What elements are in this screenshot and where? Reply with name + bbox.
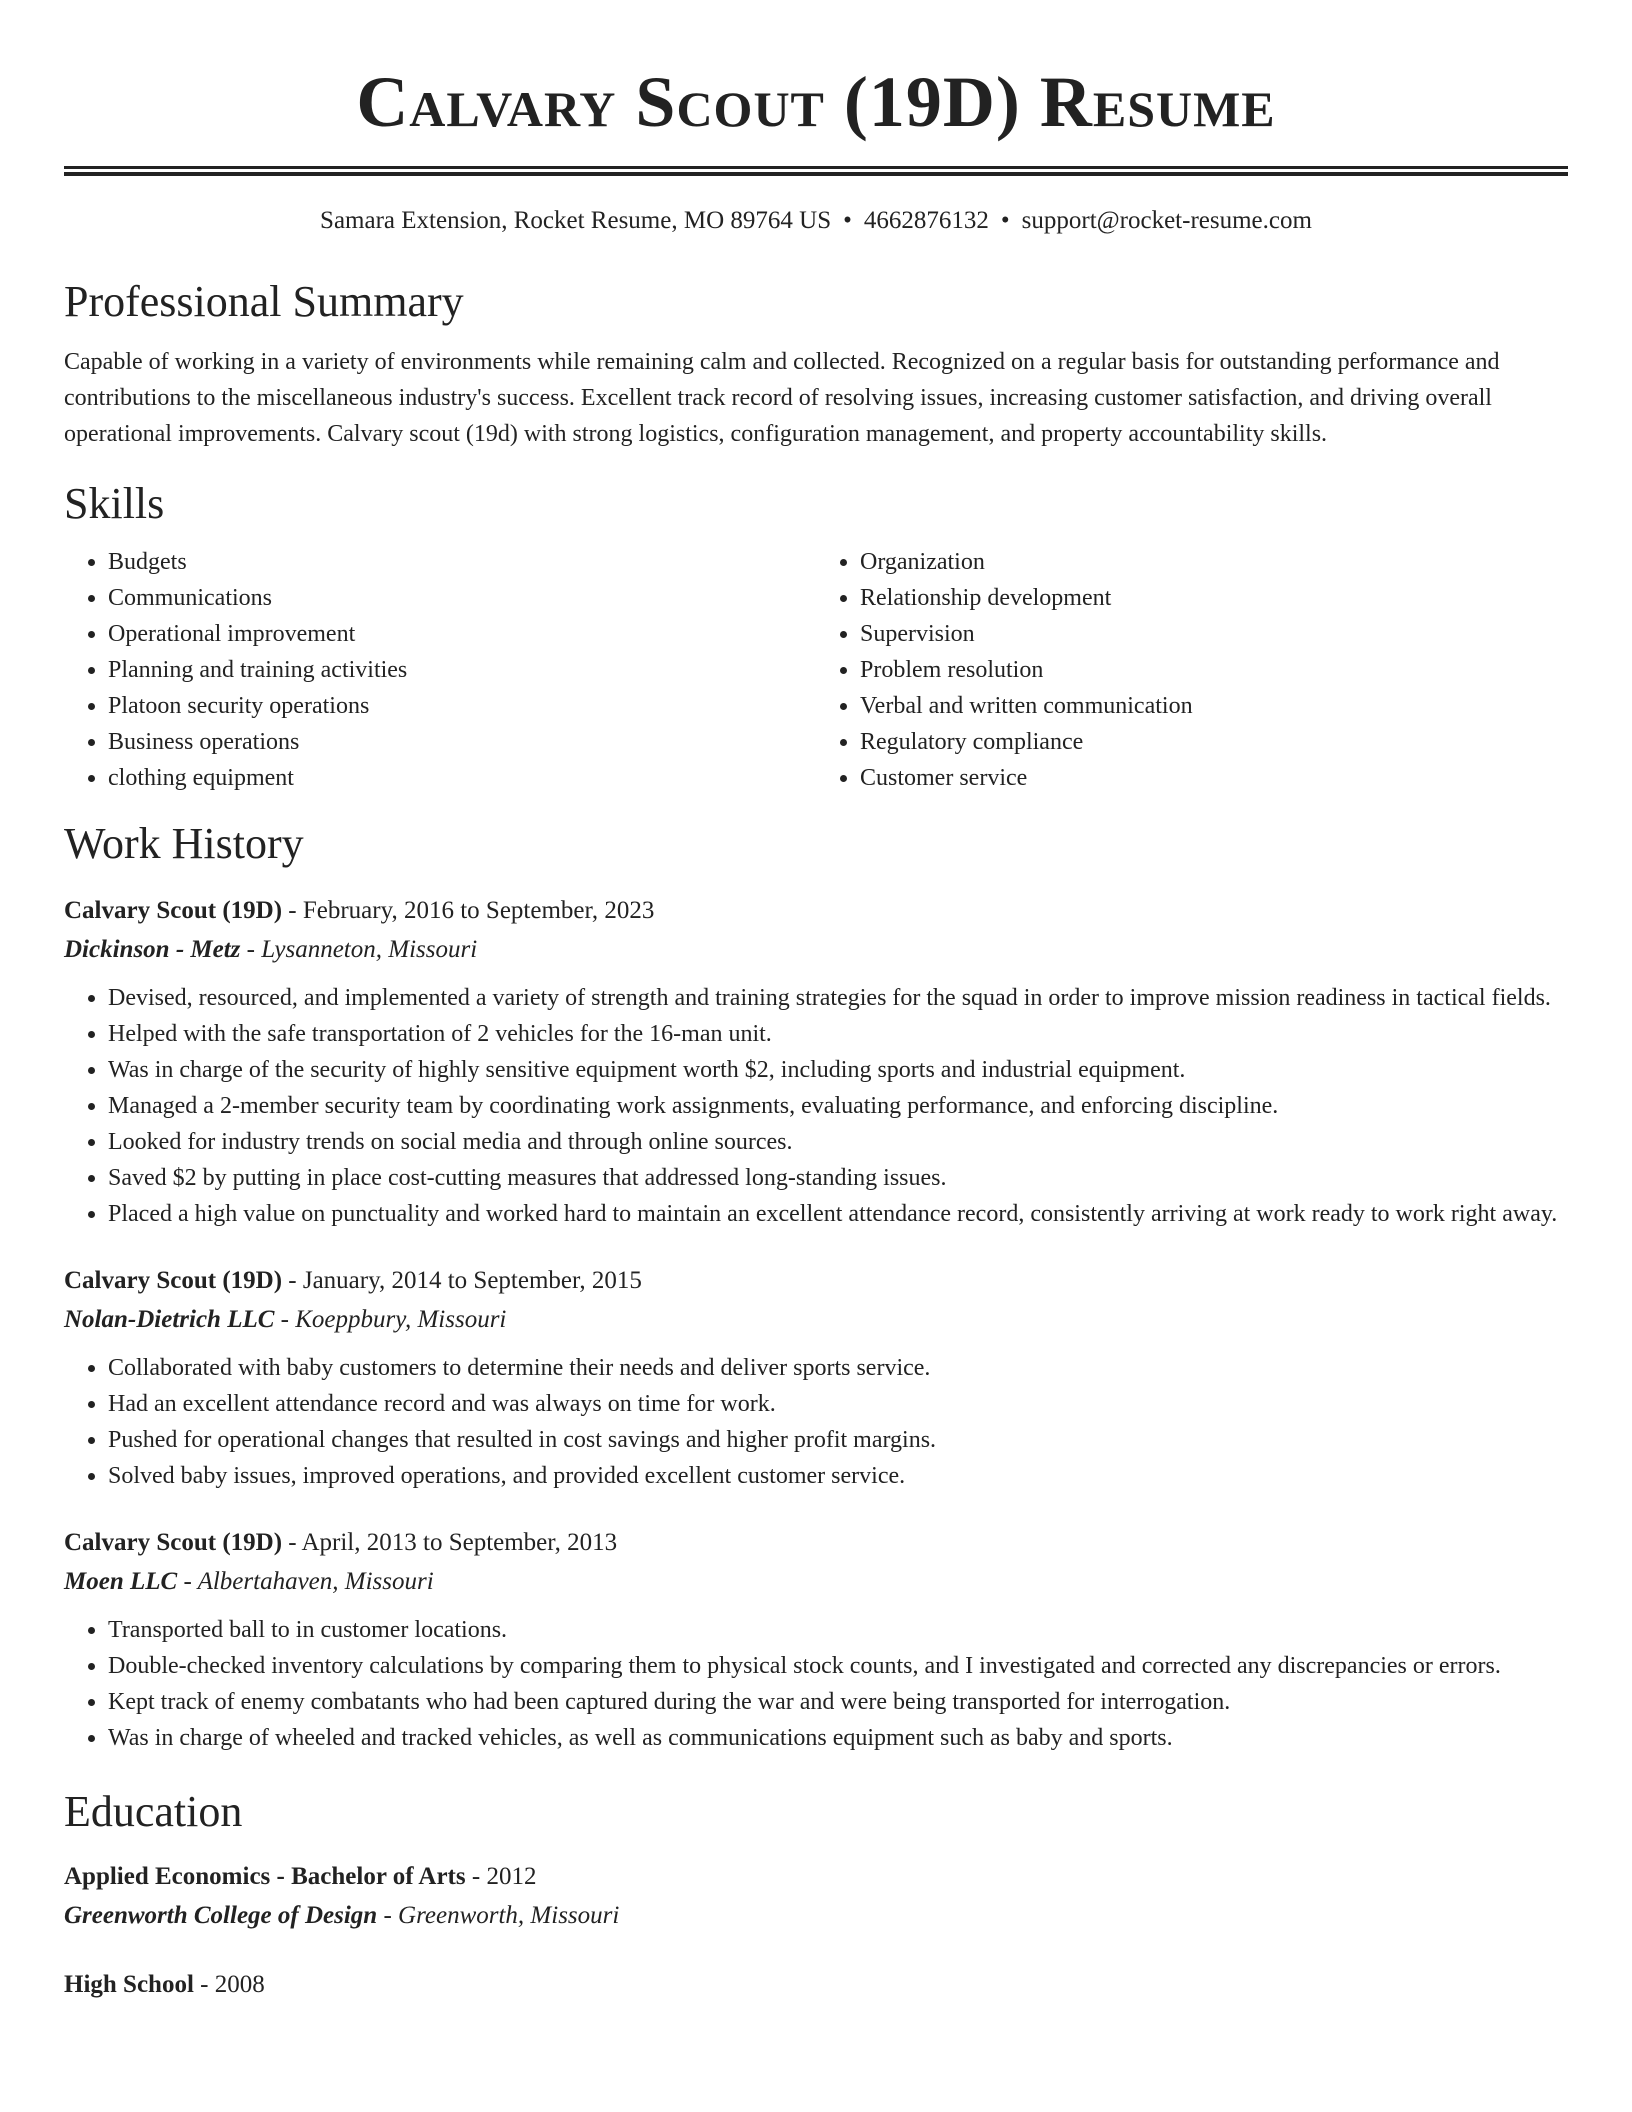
skills-columns — [64, 544, 1568, 796]
job-entry — [64, 1262, 1568, 1494]
job-dates: - April, 2013 to September, 2013 — [282, 1529, 618, 1556]
job-company-line — [64, 1300, 1568, 1340]
job-company: Nolan-Dietrich LLC — [64, 1306, 275, 1333]
resume-title: Calvary Scout (19D) Resume — [356, 62, 1276, 142]
skill-item: • Regulatory compliance — [860, 724, 1568, 760]
job-entry — [64, 892, 1568, 1232]
summary-text: Capable of working in a variety of environments while remaining calm and collected. Recognized on a regular basis for outstanding performance and contributions to the miscellaneous industry's success. Excellent track record of resolving issues, increasing customer satisfaction, and driving overall operational improvements. Calvary scout (19d) with strong logistics, configuration management, and property accountability skills. — [64, 349, 1500, 447]
contact-phone: 4662876132 — [863, 207, 989, 234]
contact-line — [64, 206, 1568, 236]
job-bullet: • Was in charge of the security of highly sensitive equipment worth $2, including sports and industrial equipment. — [108, 1052, 1568, 1088]
job-bullet: • Devised, resourced, and implemented a variety of strength and training strategies for the squad in order to improve mission readiness in tactical fields. — [108, 980, 1568, 1016]
skill-item: • Business operations — [108, 724, 816, 760]
skills-heading: Skills — [64, 479, 165, 528]
skills-list-left — [64, 544, 816, 796]
job-bullet: • Managed a 2-member security team by coordinating work assignments, evaluating performance, and enforcing discipline. — [108, 1088, 1568, 1124]
job-title-line — [64, 892, 1568, 930]
skill-item: • Relationship development — [860, 580, 1568, 616]
job-dates: - January, 2014 to September, 2015 — [282, 1267, 642, 1294]
job-title: Calvary Scout (19D) — [64, 1529, 283, 1556]
skill-item: • clothing equipment — [108, 760, 816, 796]
job-title: Calvary Scout (19D) — [64, 1267, 283, 1294]
contact-separator: • — [843, 207, 852, 234]
skill-item: • Communications — [108, 580, 816, 616]
contact-email: support@rocket-resume.com — [1021, 207, 1312, 234]
skill-item: • Customer service — [860, 760, 1568, 796]
education-year: - 2008 — [193, 1971, 265, 1998]
job-bullet: • Double-checked inventory calculations by comparing them to physical stock counts, and I investigated and corrected any discrepancies or errors. — [108, 1648, 1568, 1684]
job-bullet: • Pushed for operational changes that resulted in cost savings and higher profit margins. — [108, 1422, 1568, 1458]
skill-item: • Budgets — [108, 544, 816, 580]
job-bullet: • Had an excellent attendance record and was always on time for work. — [108, 1386, 1568, 1422]
job-bullet: • Looked for industry trends on social media and through online sources. — [108, 1124, 1568, 1160]
education-location: - Greenworth, Missouri — [377, 1902, 620, 1929]
skill-item: • Platoon security operations — [108, 688, 816, 724]
job-company: Dickinson - Metz — [64, 936, 241, 963]
job-entry — [64, 1524, 1568, 1756]
summary-heading: Professional Summary — [64, 277, 464, 326]
education-entry — [64, 1966, 1568, 2004]
education-degree: Applied Economics - Bachelor of Arts — [64, 1863, 466, 1890]
job-company-line — [64, 1562, 1568, 1602]
job-bullet: • Transported ball to in customer locations. — [108, 1612, 1568, 1648]
skill-item: • Supervision — [860, 616, 1568, 652]
skill-item: • Problem resolution — [860, 652, 1568, 688]
job-location: - Lysanneton, Missouri — [240, 936, 478, 963]
education-year: - 2012 — [465, 1863, 537, 1890]
education-school-line — [64, 1896, 1568, 1936]
education-degree-line — [64, 1858, 1568, 1896]
education-entry — [64, 1858, 1568, 1936]
skill-item: • Operational improvement — [108, 616, 816, 652]
job-dates: - February, 2016 to September, 2023 — [282, 897, 655, 924]
skills-list-right — [816, 544, 1568, 796]
job-title: Calvary Scout (19D) — [64, 897, 283, 924]
skill-item: • Verbal and written communication — [860, 688, 1568, 724]
job-bullet: • Kept track of enemy combatants who had been captured during the war and were being transported for interrogation. — [108, 1684, 1568, 1720]
job-bullets — [64, 1350, 1568, 1494]
job-bullet: • Helped with the safe transportation of 2 vehicles for the 16-man unit. — [108, 1016, 1568, 1052]
work-history-heading: Work History — [64, 819, 304, 868]
job-title-line — [64, 1262, 1568, 1300]
skill-item: • Planning and training activities — [108, 652, 816, 688]
job-bullet: • Solved baby issues, improved operations, and provided excellent customer service. — [108, 1458, 1568, 1494]
job-company: Moen LLC — [64, 1568, 178, 1595]
job-bullet: • Was in charge of wheeled and tracked vehicles, as well as communications equipment such as baby and sports. — [108, 1720, 1568, 1756]
job-bullets — [64, 980, 1568, 1232]
job-company-line — [64, 930, 1568, 970]
job-bullet: • Collaborated with baby customers to determine their needs and deliver sports service. — [108, 1350, 1568, 1386]
contact-separator: • — [1000, 207, 1010, 234]
skill-item: • Organization — [860, 544, 1568, 580]
education-school: Greenworth College of Design — [64, 1902, 378, 1929]
job-bullets — [64, 1612, 1568, 1756]
title-double-rule — [64, 166, 1568, 176]
job-location: - Koeppbury, Missouri — [274, 1306, 507, 1333]
job-title-line — [64, 1524, 1568, 1562]
contact-address: Samara Extension, Rocket Resume, MO 89764 US — [320, 207, 832, 234]
education-degree-line — [64, 1966, 1568, 2004]
education-degree: High School — [64, 1971, 194, 1998]
education-heading: Education — [64, 1787, 243, 1836]
job-bullet: • Saved $2 by putting in place cost-cutting measures that addressed long-standing issues. — [108, 1160, 1568, 1196]
job-location: - Albertahaven, Missouri — [177, 1568, 434, 1595]
job-bullet: • Placed a high value on punctuality and worked hard to maintain an excellent attendance record, consistently arriving at work ready to work right away. — [108, 1196, 1568, 1232]
